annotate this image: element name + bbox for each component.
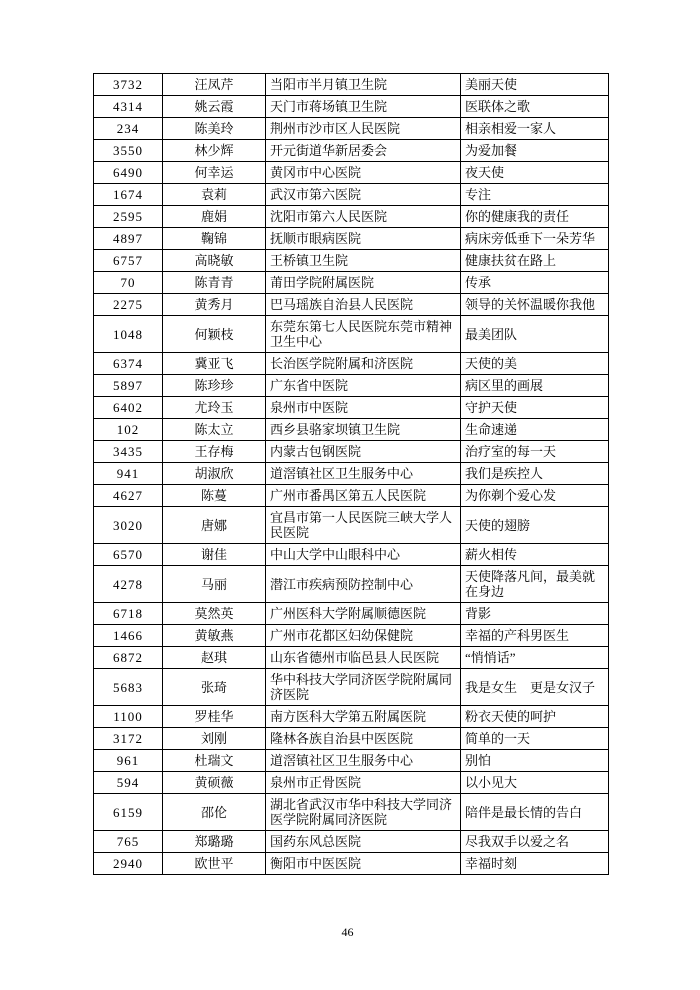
entry-number: 961: [94, 750, 163, 772]
table-row: [94, 118, 609, 140]
entry-work-title: 天使的美: [461, 353, 609, 375]
entry-number: 6374: [94, 353, 163, 375]
entry-person-name: 谢佳: [163, 544, 266, 566]
table-row: [94, 544, 609, 566]
entry-person-name: 唐娜: [163, 507, 266, 544]
entry-work-title: 简单的一天: [461, 728, 609, 750]
table-row: [94, 625, 609, 647]
entry-person-name: 黄敏燕: [163, 625, 266, 647]
entry-work-title: 薪火相传: [461, 544, 609, 566]
entry-work-title: 病区里的画展: [461, 375, 609, 397]
entry-organization: 山东省德州市临邑县人民医院: [266, 647, 461, 669]
entry-work-title: 天使的翅膀: [461, 507, 609, 544]
table-row: [94, 96, 609, 118]
entry-work-title: 背影: [461, 603, 609, 625]
entry-number: 70: [94, 272, 163, 294]
entry-organization: 道滘镇社区卫生服务中心: [266, 463, 461, 485]
entry-person-name: 鹿娟: [163, 206, 266, 228]
table-row: [94, 463, 609, 485]
entry-number: 3172: [94, 728, 163, 750]
entry-number: 1674: [94, 184, 163, 206]
entry-work-title: 守护天使: [461, 397, 609, 419]
entries-table-body: [94, 74, 609, 875]
entry-number: 6757: [94, 250, 163, 272]
table-row: [94, 162, 609, 184]
entry-work-title: 尽我双手以爱之名: [461, 831, 609, 853]
entry-number: 4897: [94, 228, 163, 250]
entry-organization: 广州市番禺区第五人民医院: [266, 485, 461, 507]
entry-number: 3020: [94, 507, 163, 544]
entry-organization: 广州医科大学附属顺德医院: [266, 603, 461, 625]
entry-work-title: “悄悄话”: [461, 647, 609, 669]
table-row: [94, 603, 609, 625]
table-row: [94, 728, 609, 750]
entry-work-title: 专注: [461, 184, 609, 206]
entry-person-name: 何颖枝: [163, 316, 266, 353]
entry-organization: 广东省中医院: [266, 375, 461, 397]
entries-table: [93, 73, 609, 875]
entry-work-title: 美丽天使: [461, 74, 609, 96]
entry-organization: 内蒙古包钢医院: [266, 441, 461, 463]
entry-person-name: 鞠锦: [163, 228, 266, 250]
table-row: [94, 184, 609, 206]
entry-person-name: 郑璐璐: [163, 831, 266, 853]
table-row: [94, 831, 609, 853]
entry-number: 6570: [94, 544, 163, 566]
entry-work-title: 医联体之歌: [461, 96, 609, 118]
entry-person-name: 马丽: [163, 566, 266, 603]
entry-work-title: 我们是疾控人: [461, 463, 609, 485]
entry-number: 6159: [94, 794, 163, 831]
entry-person-name: 胡淑欣: [163, 463, 266, 485]
table-row: [94, 750, 609, 772]
entry-work-title: 你的健康我的责任: [461, 206, 609, 228]
entry-work-title: 陪伴是最长情的告白: [461, 794, 609, 831]
entry-organization: 黄冈市中心医院: [266, 162, 461, 184]
entry-work-title: 以小见大: [461, 772, 609, 794]
table-row: [94, 566, 609, 603]
entry-organization: 莆田学院附属医院: [266, 272, 461, 294]
table-row: [94, 353, 609, 375]
entry-work-title: 健康扶贫在路上: [461, 250, 609, 272]
table-row: [94, 419, 609, 441]
entry-organization: 抚顺市眼病医院: [266, 228, 461, 250]
entry-number: 3550: [94, 140, 163, 162]
entry-person-name: 尤玲玉: [163, 397, 266, 419]
table-row: [94, 485, 609, 507]
entry-number: 5897: [94, 375, 163, 397]
entry-work-title: 幸福的产科男医生: [461, 625, 609, 647]
entry-person-name: 黄秀月: [163, 294, 266, 316]
entry-number: 1048: [94, 316, 163, 353]
table-row: [94, 794, 609, 831]
entry-organization: 广州市花都区妇幼保健院: [266, 625, 461, 647]
entry-person-name: 陈青青: [163, 272, 266, 294]
table-row: [94, 397, 609, 419]
entry-person-name: 姚云霞: [163, 96, 266, 118]
entry-organization: 王桥镇卫生院: [266, 250, 461, 272]
table-row: [94, 375, 609, 397]
entry-organization: 西乡县骆家坝镇卫生院: [266, 419, 461, 441]
entry-number: 102: [94, 419, 163, 441]
entry-person-name: 陈珍珍: [163, 375, 266, 397]
entry-work-title: 夜天使: [461, 162, 609, 184]
entry-person-name: 汪凤芹: [163, 74, 266, 96]
entry-person-name: 欧世平: [163, 853, 266, 875]
entry-number: 941: [94, 463, 163, 485]
entry-organization: 巴马瑶族自治县人民医院: [266, 294, 461, 316]
entry-number: 3732: [94, 74, 163, 96]
entry-person-name: 邵伦: [163, 794, 266, 831]
table-row: [94, 272, 609, 294]
entry-work-title: 我是女生 更是女汉子: [461, 669, 609, 706]
entry-organization: 宜昌市第一人民医院三峡大学人民医院: [266, 507, 461, 544]
entry-organization: 国药东风总医院: [266, 831, 461, 853]
entry-organization: 泉州市中医院: [266, 397, 461, 419]
entry-organization: 天门市蒋场镇卫生院: [266, 96, 461, 118]
table-row: [94, 853, 609, 875]
entry-number: 3435: [94, 441, 163, 463]
entry-work-title: 传承: [461, 272, 609, 294]
entry-work-title: 最美团队: [461, 316, 609, 353]
entry-organization: 长治医学院附属和济医院: [266, 353, 461, 375]
entry-work-title: 生命速递: [461, 419, 609, 441]
entry-organization: 当阳市半月镇卫生院: [266, 74, 461, 96]
page-number: 46: [341, 925, 354, 939]
table-row: [94, 206, 609, 228]
entry-number: 1100: [94, 706, 163, 728]
entry-organization: 道滘镇社区卫生服务中心: [266, 750, 461, 772]
entry-work-title: 治疗室的每一天: [461, 441, 609, 463]
entry-person-name: 高晓敏: [163, 250, 266, 272]
entry-person-name: 杜瑞文: [163, 750, 266, 772]
table-row: [94, 507, 609, 544]
entry-number: 1466: [94, 625, 163, 647]
entry-number: 6490: [94, 162, 163, 184]
entry-number: 4314: [94, 96, 163, 118]
entry-work-title: 病床旁低垂下一朵芳华: [461, 228, 609, 250]
entry-work-title: 为爱加餐: [461, 140, 609, 162]
entry-work-title: 领导的关怀温暖你我他: [461, 294, 609, 316]
table-row: [94, 140, 609, 162]
entry-number: 2275: [94, 294, 163, 316]
entry-number: 6872: [94, 647, 163, 669]
entry-organization: 南方医科大学第五附属医院: [266, 706, 461, 728]
table-row: [94, 647, 609, 669]
table-row: [94, 441, 609, 463]
entry-work-title: 幸福时刻: [461, 853, 609, 875]
entry-number: 765: [94, 831, 163, 853]
table-row: [94, 250, 609, 272]
entry-number: 5683: [94, 669, 163, 706]
entry-organization: 华中科技大学同济医学院附属同济医院: [266, 669, 461, 706]
entry-organization: 中山大学中山眼科中心: [266, 544, 461, 566]
table-row: [94, 228, 609, 250]
entry-person-name: 何幸运: [163, 162, 266, 184]
entry-organization: 潜江市疾病预防控制中心: [266, 566, 461, 603]
entry-number: 2940: [94, 853, 163, 875]
entry-person-name: 黄硕薇: [163, 772, 266, 794]
entry-person-name: 莫然英: [163, 603, 266, 625]
entry-organization: 隆林各族自治县中医医院: [266, 728, 461, 750]
entry-work-title: 为你剃个爱心发: [461, 485, 609, 507]
entry-person-name: 刘刚: [163, 728, 266, 750]
entry-person-name: 赵琪: [163, 647, 266, 669]
entry-organization: 湖北省武汉市华中科技大学同济医学院附属同济医院: [266, 794, 461, 831]
entry-organization: 泉州市正骨医院: [266, 772, 461, 794]
entry-person-name: 陈蔓: [163, 485, 266, 507]
entry-person-name: 冀亚飞: [163, 353, 266, 375]
entry-number: 6402: [94, 397, 163, 419]
entry-organization: 衡阳市中医医院: [266, 853, 461, 875]
entry-number: 4627: [94, 485, 163, 507]
entry-organization: 东莞东第七人民医院东莞市精神卫生中心: [266, 316, 461, 353]
entry-person-name: 袁莉: [163, 184, 266, 206]
entry-person-name: 罗桂华: [163, 706, 266, 728]
table-row: [94, 669, 609, 706]
table-row: [94, 316, 609, 353]
entry-organization: 沈阳市第六人民医院: [266, 206, 461, 228]
entry-person-name: 林少辉: [163, 140, 266, 162]
table-row: [94, 294, 609, 316]
entry-number: 594: [94, 772, 163, 794]
table-row: [94, 706, 609, 728]
entry-work-title: 粉衣天使的呵护: [461, 706, 609, 728]
entry-number: 4278: [94, 566, 163, 603]
entry-person-name: 张琦: [163, 669, 266, 706]
entry-person-name: 王存梅: [163, 441, 266, 463]
entry-number: 2595: [94, 206, 163, 228]
entry-work-title: 相亲相爱一家人: [461, 118, 609, 140]
entry-work-title: 别怕: [461, 750, 609, 772]
entry-number: 6718: [94, 603, 163, 625]
entry-organization: 荆州市沙市区人民医院: [266, 118, 461, 140]
table-row: [94, 74, 609, 96]
entry-work-title: 天使降落凡间，最美就在身边: [461, 566, 609, 603]
entry-organization: 武汉市第六医院: [266, 184, 461, 206]
entry-number: 234: [94, 118, 163, 140]
entry-person-name: 陈美玲: [163, 118, 266, 140]
entry-organization: 开元街道华新居委会: [266, 140, 461, 162]
table-row: [94, 772, 609, 794]
entry-person-name: 陈太立: [163, 419, 266, 441]
